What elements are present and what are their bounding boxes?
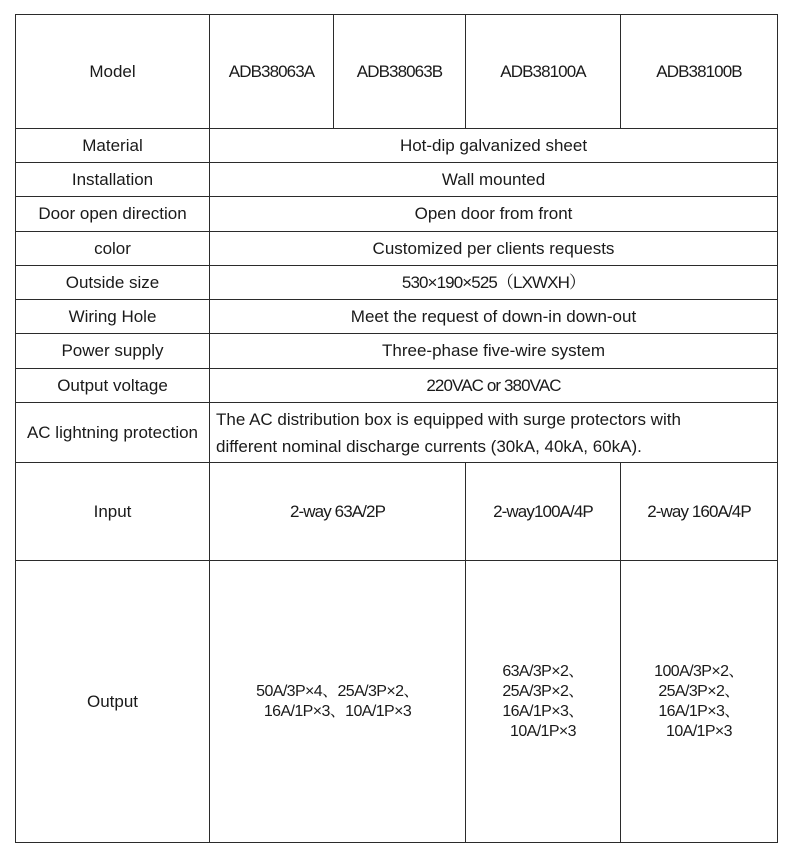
lightning-line: The AC distribution box is equipped with surge protectors with <box>216 409 681 429</box>
model-label: Model <box>16 15 210 129</box>
input-value: 2-way 63A/2P <box>210 463 466 561</box>
row-value: Three-phase five-wire system <box>210 334 778 369</box>
row-value: Hot-dip galvanized sheet <box>210 129 778 163</box>
output-line: 25A/3P×2、 <box>502 682 584 700</box>
model-cell: ADB38063A <box>210 15 334 129</box>
specification-table <box>15 14 778 843</box>
row-label: color <box>16 232 210 266</box>
row-label: AC lightning protection <box>16 403 210 463</box>
output-line: 10A/1P×3 <box>510 722 576 740</box>
output-row <box>16 561 778 843</box>
model-row <box>16 15 778 129</box>
output-voltage-row <box>16 369 778 403</box>
output-line: 25A/3P×2、 <box>658 682 740 700</box>
output-line: 100A/3P×2、 <box>654 662 744 680</box>
output-value <box>210 561 466 843</box>
row-label: Output voltage <box>16 369 210 403</box>
input-row <box>16 463 778 561</box>
model-cell: ADB38100B <box>621 15 778 129</box>
output-value <box>621 561 778 843</box>
row-value: Open door from front <box>210 197 778 232</box>
row-label: Installation <box>16 163 210 197</box>
input-value: 2-way 160A/4P <box>621 463 778 561</box>
installation-row <box>16 163 778 197</box>
row-label: Door open direction <box>16 197 210 232</box>
outside-size-row <box>16 266 778 300</box>
row-value: Wall mounted <box>210 163 778 197</box>
row-value: Meet the request of down-in down-out <box>210 300 778 334</box>
door-direction-row <box>16 197 778 232</box>
model-cell: ADB38100A <box>466 15 621 129</box>
row-label: Wiring Hole <box>16 300 210 334</box>
color-row <box>16 232 778 266</box>
lightning-description <box>210 403 778 463</box>
output-line: 16A/1P×3、 <box>502 702 584 720</box>
output-line: 63A/3P×2、 <box>502 662 584 680</box>
row-value: 530×190×525（LXWXH） <box>210 266 778 300</box>
output-line: 10A/1P×3 <box>666 722 732 740</box>
row-label: Output <box>16 561 210 843</box>
output-line: 16A/1P×3、 <box>658 702 740 720</box>
input-value: 2-way100A/4P <box>466 463 621 561</box>
output-line: 50A/3P×4、25A/3P×2、 <box>256 682 419 700</box>
row-label: Material <box>16 129 210 163</box>
output-value <box>466 561 621 843</box>
lightning-row <box>16 403 778 463</box>
row-value: 220VAC or 380VAC <box>210 369 778 403</box>
row-value: Customized per clients requests <box>210 232 778 266</box>
output-line: 16A/1P×3、10A/1P×3 <box>263 702 412 720</box>
lightning-line: different nominal discharge currents (30kA, 40kA, 60kA). <box>216 436 642 456</box>
power-supply-row <box>16 334 778 369</box>
row-label: Outside size <box>16 266 210 300</box>
row-label: Power supply <box>16 334 210 369</box>
wiring-hole-row <box>16 300 778 334</box>
row-label: Input <box>16 463 210 561</box>
model-cell: ADB38063B <box>334 15 466 129</box>
material-row <box>16 129 778 163</box>
